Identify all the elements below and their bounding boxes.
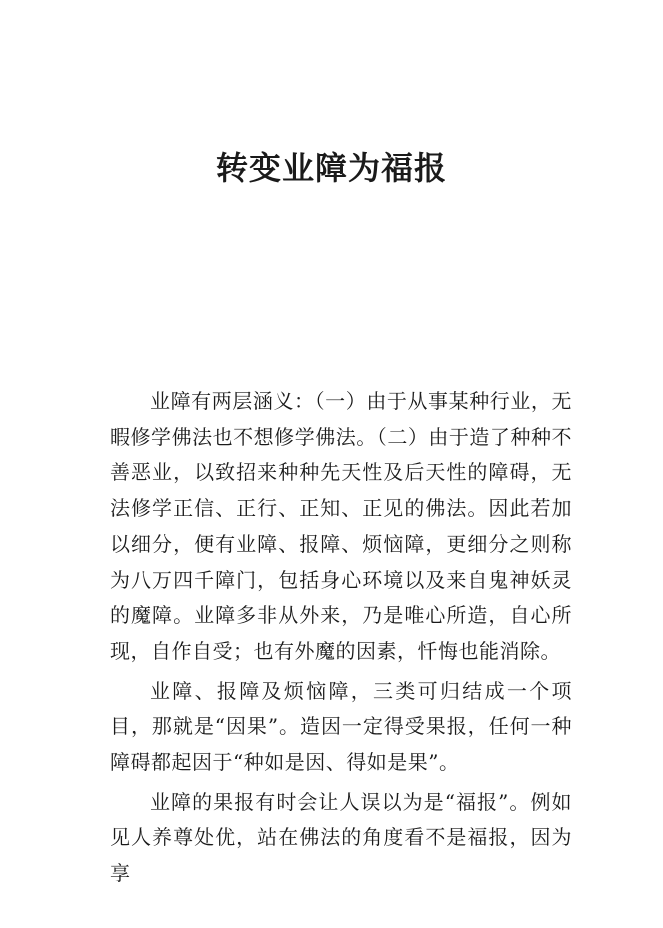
paragraph-1: 业障有两层涵义：（一）由于从事某种行业，无暇修学佛法也不想修学佛法。（二）由于造了种种不善恶业，以致招来种种先天性及后天性的障碍，无法修学正信、正行、正知、正见的佛法。因此若加以细分，便有业障、报障、烦恼障，更细分之则称为八万四千障门，包括身心环境以及来自鬼神妖灵的魔障。业障多非从外来，乃是唯心所造，自心所现，自作自受；也有外魔的因素，忏悔也能消除。 (110, 389, 572, 663)
paragraph-3: 业障的果报有时会让人误以为是“福报”。例如见人养尊处优，站在佛法的角度看不是福报，因为享 (110, 789, 572, 886)
body-text (110, 384, 572, 892)
paragraph-2: 业障、报障及烦恼障，三类可归结成一个项目，那就是“因果”。造因一定得受果报，任何一种障碍都起因于“种如是因、得如是果”。 (110, 678, 572, 775)
chapter-title: 转变业障为福报 (215, 149, 447, 187)
